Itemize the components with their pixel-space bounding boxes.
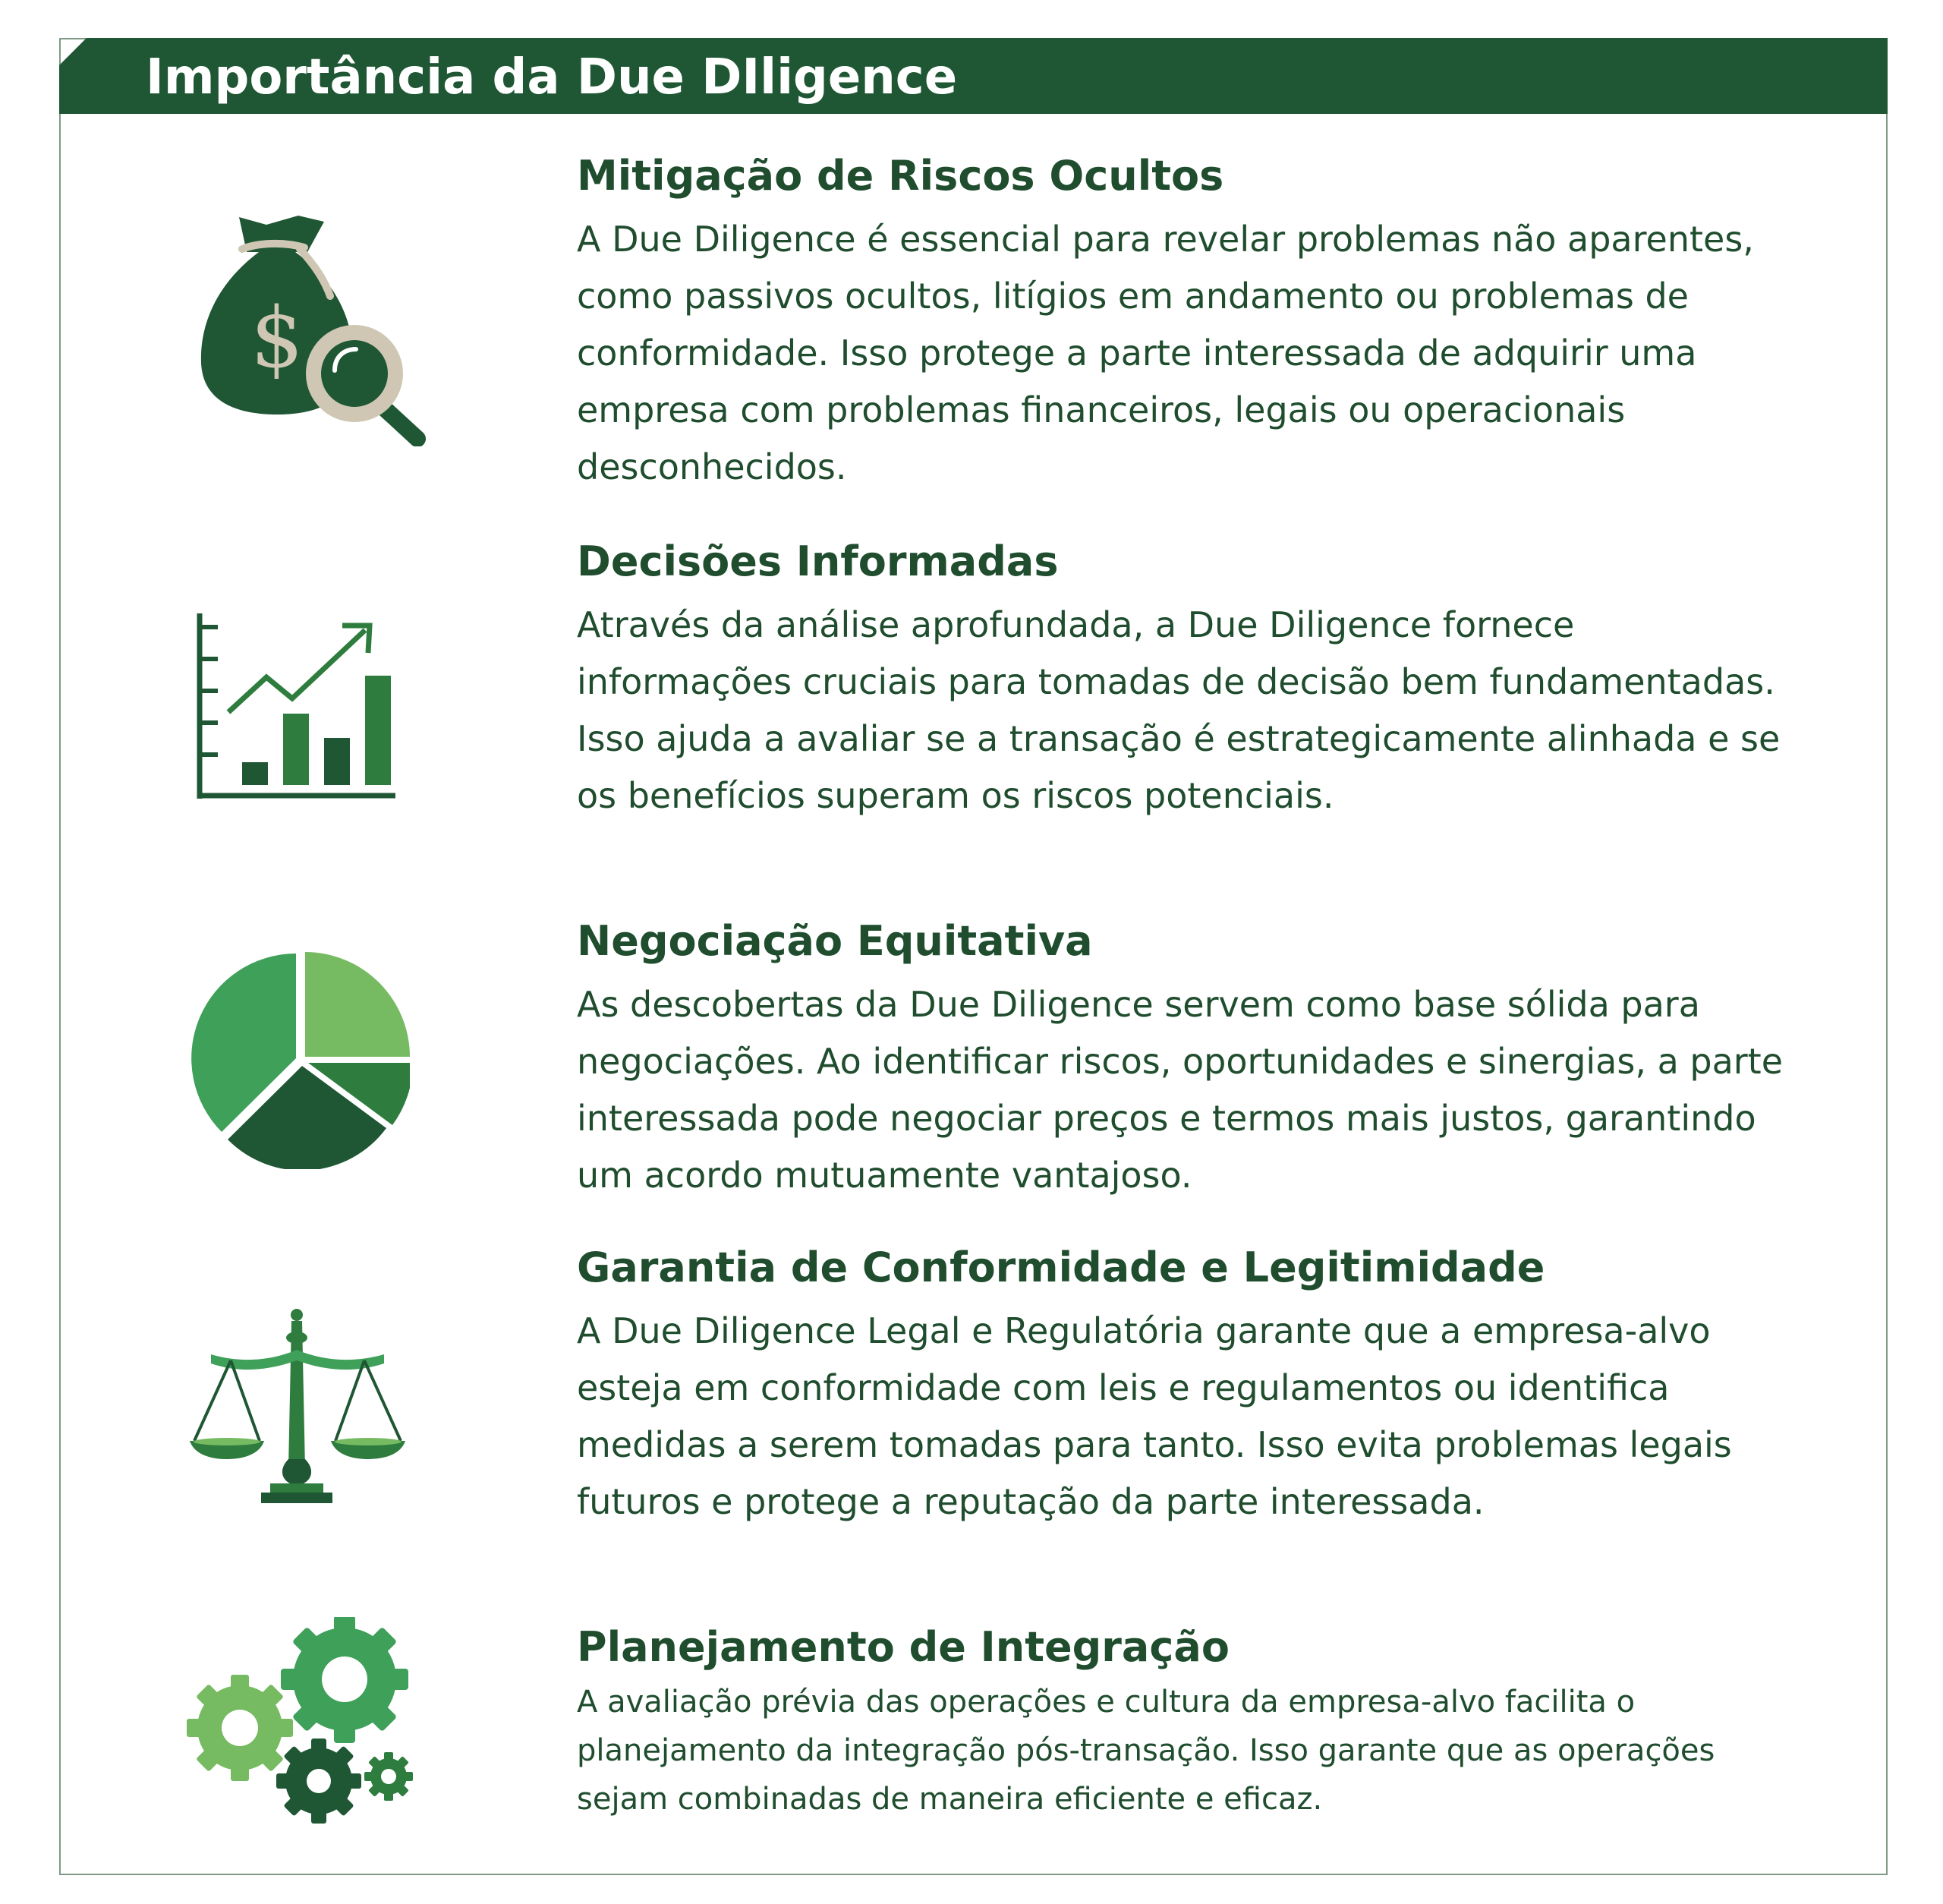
growth-chart-icon [194, 613, 406, 803]
section-body: A Due Diligence Legal e Regulatória garante que a empresa-alvo esteja em conformidade com leis e regulamentos ou identifica medidas a serem tomadas para tanto. Isso evita problemas legais futuros e protege a reputação da parte interessada. [577, 1310, 1732, 1522]
section-body: A avaliação prévia das operações e cultura da empresa-alvo facilita o planejamento da integração pós-transação. Isso garante que as operações sejam combinadas de maneira eficiente e eficaz. [577, 1685, 1715, 1817]
money-bag-magnifier-icon [194, 211, 436, 446]
svg-text:$: $ [250, 289, 304, 386]
section-title: Negociação Equitativa [577, 917, 1093, 965]
section-title: Garantia de Conformidade e Legitimidade [577, 1244, 1545, 1291]
section-title: Mitigação de Riscos Ocultos [577, 152, 1224, 200]
section-body: Através da análise aprofundada, a Due Diligence fornece informações cruciais para tomadas de decisão bem fundamentadas. Isso ajuda a avaliar se a transação é estrategicamente alinhada e se os benefícios superam os riscos potenciais. [577, 604, 1781, 816]
pie-chart-icon [190, 949, 410, 1169]
section-body: A Due Diligence é essencial para revelar problemas não aparentes, como passivos ocultos, litígios em andamento ou problemas de conformidade. Isso protege a parte interessada de adquirir uma empresa com problemas financeiros, legais ou operacionais desconhecidos. [577, 219, 1754, 487]
scales-of-justice-icon [188, 1307, 408, 1512]
page-title: Importância da Due DIligence [146, 49, 958, 106]
section-body: As descobertas da Due Diligence servem como base sólida para negociações. Ao identificar riscos, oportunidades e sinergias, a parte interessada pode negociar preços e termos mais justos, garantindo um acordo mutuamente vantajoso. [577, 984, 1784, 1196]
section-title: Planejamento de Integração [577, 1623, 1230, 1671]
gears-icon [182, 1617, 425, 1830]
section-title: Decisões Informadas [577, 537, 1059, 585]
